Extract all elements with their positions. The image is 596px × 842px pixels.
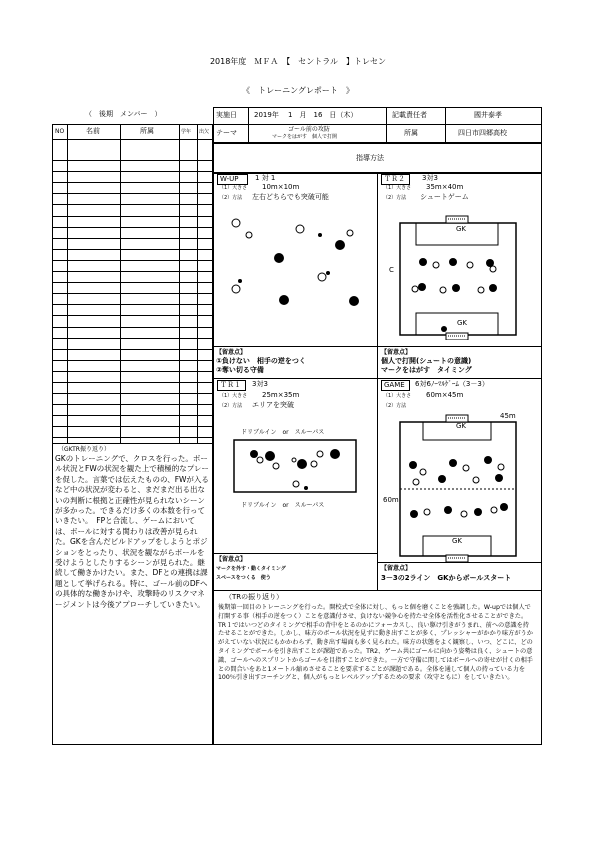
wup-diagram [214,205,376,335]
tr1-diagram [214,438,376,498]
theme-line1: ゴール前の攻防 [288,126,330,133]
tr1-name: 3対3 [252,380,268,388]
tr2-name: 3対3 [422,174,438,182]
col-name: 名前 [86,127,100,135]
col-grade: 学年 [181,129,192,135]
game-gk-top: GK [456,422,467,430]
tr1-size-value: 25m×35m [262,391,300,399]
game-length-mark: 60m [383,496,399,504]
guidance-heading: 指導方法 [356,154,384,162]
tr1-size-label: （1）大きさ [219,393,248,399]
tr2-note-2: マークをはがす タイミング [381,366,472,374]
game-name: 6対6ﾉｰﾏﾙｹﾞｰﾑ（3－3） [415,380,489,388]
col-club: 所属 [140,127,154,135]
recorder-label: 記載責任者 [392,111,427,119]
member-rows [52,150,212,440]
tr1-note-heading: 【留意点】 [216,556,247,563]
tr2-c: C [389,266,394,274]
gk-reflection-text: GKのトレーニングで、クロスを行った。ボール状況とFWの状況を観た上で積極的なプレーを促した。言葉では伝えたものの、FWが入るなど中の状況が変わると、まだまだ出る出ないの判断に根拠と正確性が見られないシーンが多かった。できるだけ多くの本数を行っていきたい。 FPと合流し、ゲームにおいては、ボールに対する関わりは改善が見られた。GKを含んだビルドアップをしようとポジションをとったり、状況を観ながらボールを受けようとしたりするシーンが見られた。継続して働きかけたい。また、DFとの連携は課題として挙げられる。特に、ゴール前のDFへの具体的な働きかけや、攻撃時のリスクマネージメントは今後アプローチしていきたい。 [55,454,209,609]
col-no: NO [55,128,65,135]
wup-size-label: （1）大きさ [219,185,248,191]
tr1-method-value: エリアを突破 [252,401,294,409]
tr2-note-heading: 【留意点】 [381,349,412,356]
game-method-label: （2）方法 [383,403,407,409]
tr2-gk-top: GK [456,225,467,233]
tr2-gk-bottom: GK [457,319,468,327]
tr2-size-label: （1）大きさ [383,185,412,191]
recorder-value: 國井泰孝 [474,111,502,119]
page-title: 2018年度 ＭＦＡ 【 セントラル 】トレセン [209,57,387,66]
tr1-dribble-top: ドリブルイン or スルーパス [241,429,325,436]
tr2-note-1: 個人で打開(シュートの意識) [381,357,472,365]
col-attend: 出欠 [199,129,210,135]
wup-note-1: ①負けない 相手の逆をつく [216,357,306,365]
date-value: 2019年 1 月 16 日（木） [254,111,358,119]
tr1-method-label: （2）方法 [219,403,243,409]
gk-reflection-heading: （GKTR振り返り） [58,446,110,453]
game-note-heading: 【留意点】 [381,565,412,572]
theme-line2: マークをはがす 個人で打開 [272,134,338,140]
wup-method-label: （2）方法 [219,195,243,201]
tr1-note-2: スペースをつくる 使う [216,575,271,581]
tr2-method-value: シュートゲーム [420,193,469,201]
game-gk-bottom: GK [452,537,463,545]
date-label: 実施日 [216,111,237,119]
tr2-label: ＴＲ２ [381,174,410,185]
theme-label: テーマ [216,129,237,137]
tr1-label: ＴＲ１ [217,380,246,391]
wup-note-2: ②奪い切る守備 [216,366,264,374]
game-size-label: （1）大きさ [383,393,412,399]
wup-name: 1 対 1 [255,174,276,182]
page-subtitle: 《 トレーニングレポート 》 [242,86,354,95]
wup-note-heading: 【留意点】 [216,349,247,356]
game-label: GAME [381,380,410,391]
game-width-mark: 45m [500,412,516,420]
club-label: 所属 [404,129,418,137]
members-heading: （ 後期 メンバー ） [85,110,162,118]
tr2-size-value: 35m×40m [426,183,464,191]
tr-reflection-heading: （TRの振り返り） [225,593,284,601]
tr-reflection-text: 後期第一回目のトレーニングを行った。開校式で全体に対し、もっと個を磨くことを強調した。W-upでは個人で打開する事（相手の逆をつく）ことを意識付させ、負けない競争心を持たせ全体を活性化させることができた。TR１ではいつどのタイミングで相手の背中をとるのかにフォーカスし、良い駆け引きがうまれ、前への意識を持たせることができた。しかし、味方のボール状況を見ずに動き出すことが多く、プレッシャーがかかり味方がうかがえていない状況にもかかわらず、動き出す場面も多く見られた。味方の状態をよく観察し、いつ、どこに、どのタイミングでボールを引き出すことが課題であった。TR2、ゲーム共にゴールに向かう姿勢は良く、シュートの意識、ゴールへのスプリントからゴールを目指すことができた。一方で守備に関してはボールへの寄せが甘くの相手との間合いをあと1メートル縮めさせることを要求することが課題である。全体を通して個人の持っている力を100％引き出すコーチングと、個人がもっとレベルアップするための要求（攻守ともに）をしていきたい。 [218,604,533,682]
wup-size-value: 10m×10m [262,183,300,191]
wup-method-value: 左右どちらでも突破可能 [252,193,329,201]
game-note-1: 3－3の2ライン GKからボールスタート [381,574,512,582]
wup-label: W-UP [217,174,248,185]
tr1-dribble-bottom: ドリブルイン or スルーパス [241,502,325,509]
tr1-note-1: マークを外す・動くタイミング [216,566,286,572]
club-value: 四日市四郷高校 [458,129,507,137]
tr2-method-label: （2）方法 [383,195,407,201]
game-size-value: 60m×45m [426,391,464,399]
